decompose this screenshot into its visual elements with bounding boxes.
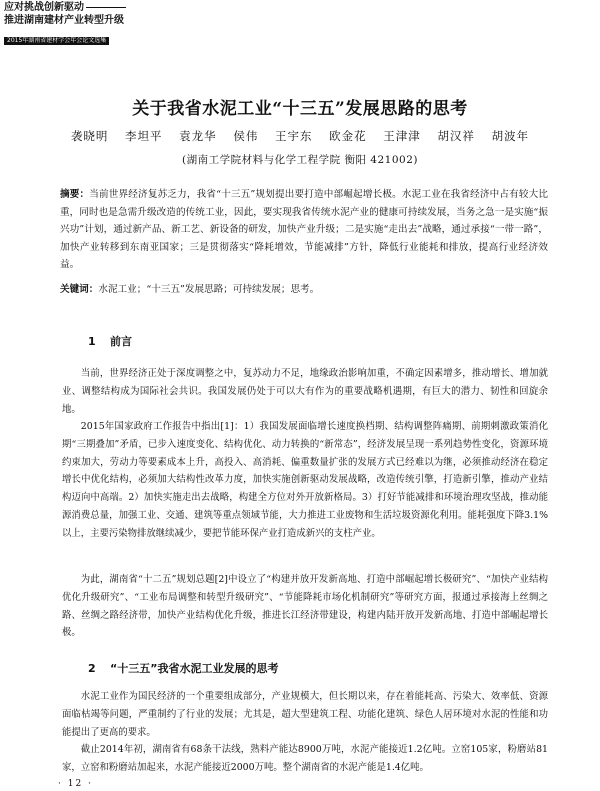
header-line-1: 应对挑战创新驱动 [4,2,84,13]
abstract [60,186,548,274]
affiliation: (湖南工学院材料与化学工程学院 衡阳 421002) [182,154,418,166]
section-title: “十三五”我省水泥工业发展的思考 [110,662,279,675]
section-heading-1 [88,333,132,349]
paragraph: 2015年国家政府工作报告中指出[1]：1）我国发展面临增长速度换档期、结构调整阵痛期、前期刺激政策消化期“三期叠加”矛盾，已步入速度变化、结构优化、动力转换的“新常态”，经济发展呈现一系列趋势性变化，资源环境约束加大，劳动力等要素成本上升，高投入、高消耗、偏重数量扩张的发展方式已经难以为继，必须推动经济在稳定增长中优化结构，必须加大结构性改革力度，加快实施创新驱动发展战略，改造传统引擎，打造新引擎，推动产业结构迈向中高端。2）加快实施走出去战略，构建全方位对外开放新格局。3）打好节能减排和环境治理攻坚战，推动能源消费总量，加强工业、交通、建筑等重点领域节能，大力推进工业废物和生活垃圾资源化利用。能耗强度下降3.1%以上，主要污染物排放继续减少，要把节能环保产业打造成新兴的支柱产业。 [62,421,548,539]
author-list: 袭晓明 李坦平 袁龙华 侯伟 王宇东 欧金花 王津津 胡汉祥 胡波年 [70,129,530,143]
paragraph: 水泥工业作为国民经济的一个重要组成部分，产业规模大，但长期以来，存在着能耗高、污染大、效率低、资源面临枯竭等问题，严重制约了行业的发展；尤其是，超大型建筑工程、功能化建筑、绿色人居环境对水泥的性能和功能提出了更高的要求。 [62,691,548,738]
header-line-3: 2015年湖南省建材学会年会论文选集 [4,37,109,45]
paragraph: 为此，湖南省“十二五”规划总题[2]中设立了“构建并放开发新高地、打造中部崛起增长极研究”、“加快产业结构优化升级研究”、“工业布局调整和转型升级研究”、“节能降耗市场化机制研究”等研究方面，报通过承接海上丝绸之路、丝绸之路经济带，加快产业结构优化升级，推进长江经济带建设，构建内陆开放开发新高地、打造中部崛起增长极。 [62,574,548,639]
section-number: 2 [88,662,96,675]
section-title: 前言 [110,335,132,348]
abstract-text: 当前世界经济复苏乏力，我省“十三五”规划提出要打造中部崛起增长极。水泥工业在我省经济中占有较大比重，同时也是急需升级改造的传统工业，因此，要实现我省传统水泥产业的健康可持续发展，当务之急一是实施“振兴功”计划，通过新产品、新工艺、新设备的研发，加快产业升级；二是实施“走出去”战略，通过承接“一带一路”，加快产业转移到东南亚国家；三是贯彻落实“降耗增效，节能减排”方针，降低行业能耗和排放，提高行业经济效益。 [60,189,549,270]
keywords-text: 水泥工业；“十三五”发展思路；可持续发展；思考。 [98,284,320,295]
paragraph: 截止2014年初，湖南省有68条干法线，熟料产能达8900万吨，水泥产能接近1.2亿吨。立窑105家，粉磨站81家，立窑和粉磨站加起来，水泥产能接近2000万吨。整个湖南省的水泥产能是1.4亿吨。 [62,744,548,773]
page-number: · 12 · [58,779,93,789]
keywords [60,281,548,298]
journal-header [4,1,194,46]
section-number: 1 [88,335,96,348]
paper-title: 关于我省水泥工业“十三五”发展思路的思考 [132,99,468,119]
paragraph: 当前，世界经济正处于深度调整之中，复苏动力不足，地缘政治影响加重，不确定因素增多，推动增长、增加就业、调整结构成为国际社会共识。我国发展仍处于可以大有作为的重要战略机遇期，有巨大的潜力、韧性和回旋余地。 [62,368,548,415]
header-rule [86,7,126,8]
header-line-2: 推进湖南建材产业转型升级 [4,15,124,26]
abstract-label: 摘要： [60,189,90,200]
keywords-label: 关键词： [60,284,99,295]
section-heading-2 [88,660,278,676]
